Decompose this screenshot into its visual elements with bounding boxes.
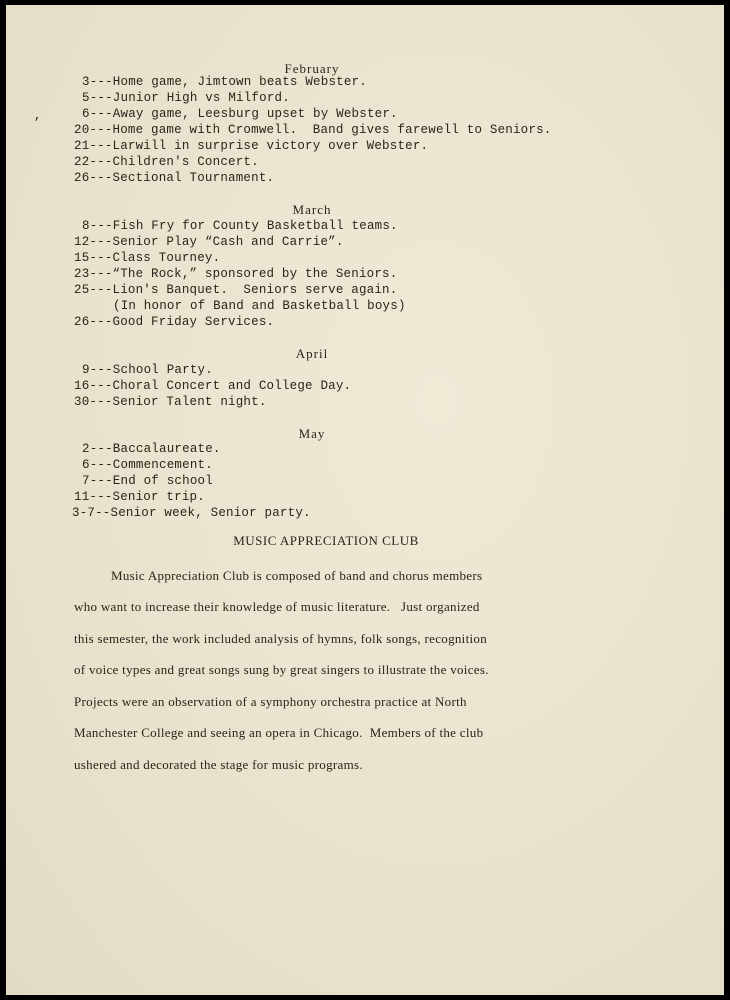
month-heading-march: March — [292, 202, 332, 217]
calendar-entry: 5---Junior High vs Milford. — [82, 91, 290, 105]
calendar-entry: 12---Senior Play “Cash and Carrie”. — [74, 235, 344, 249]
paragraph-line: Projects were an observation of a symphony orchestra practice at North — [74, 694, 467, 709]
calendar-entry: 21---Larwill in surprise victory over Webster. — [74, 139, 429, 153]
calendar-entry: 20---Home game with Cromwell. Band gives farewell to Seniors. — [74, 123, 552, 137]
calendar-entry: 6---Commencement. — [82, 458, 213, 472]
calendar-entry: 15---Class Tourney. — [74, 251, 221, 265]
paragraph-line: Music Appreciation Club is composed of band and chorus members — [111, 568, 483, 583]
calendar-entry: 30---Senior Talent night. — [74, 395, 267, 409]
calendar-entry: 8---Fish Fry for County Basketball teams. — [82, 219, 398, 233]
calendar-entry: 26---Sectional Tournament. — [74, 171, 275, 185]
calendar-entry-note: (In honor of Band and Basketball boys) — [113, 299, 406, 313]
calendar-entry: 22---Children's Concert. — [74, 155, 259, 169]
calendar-entry: 3-7--Senior week, Senior party. — [72, 506, 311, 520]
stray-mark: , — [34, 109, 42, 123]
calendar-entry: 25---Lion's Banquet. Seniors serve again. — [74, 283, 398, 297]
document-page — [6, 5, 724, 995]
section-title: MUSIC APPRECIATION CLUB — [233, 533, 419, 548]
calendar-entry: 23---“The Rock,” sponsored by the Seniors. — [74, 267, 398, 281]
paragraph-line: Manchester College and seeing an opera in Chicago. Members of the club — [74, 725, 484, 740]
paragraph-line: ushered and decorated the stage for music programs. — [74, 757, 363, 772]
calendar-entry: 26---Good Friday Services. — [74, 315, 275, 329]
calendar-entry: 7---End of school — [82, 474, 213, 488]
paragraph-line: who want to increase their knowledge of music literature. Just organized — [74, 599, 480, 614]
calendar-entry: 3---Home game, Jimtown beats Webster. — [82, 75, 367, 89]
paragraph-line: of voice types and great songs sung by great singers to illustrate the voices. — [74, 662, 489, 677]
month-heading-may: May — [298, 426, 326, 441]
calendar-entry: 9---School Party. — [82, 363, 213, 377]
calendar-entry: 16---Choral Concert and College Day. — [74, 379, 352, 393]
calendar-entry: 6---Away game, Leesburg upset by Webster. — [82, 107, 398, 121]
calendar-entry: 11---Senior trip. — [74, 490, 205, 504]
calendar-entry: 2---Baccalaureate. — [82, 442, 221, 456]
paragraph-line: this semester, the work included analysis of hymns, folk songs, recognition — [74, 631, 488, 646]
month-heading-april: April — [295, 346, 329, 361]
month-heading-february: February — [284, 61, 340, 76]
